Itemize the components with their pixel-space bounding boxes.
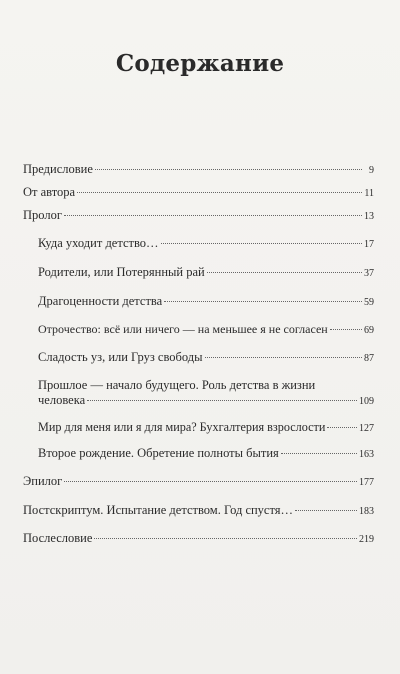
dot-leader (161, 243, 362, 244)
toc-entry-label: Второе рождение. Обретение полноты бытия (38, 446, 279, 460)
toc-entry-chapter-2 (38, 265, 374, 281)
dot-leader (207, 272, 362, 273)
dot-leader (330, 329, 362, 330)
toc-entry-page: 17 (364, 239, 374, 250)
toc-entry-chapter-3 (38, 294, 374, 310)
toc-entry-label: Предисловие (23, 162, 93, 176)
dot-leader (64, 481, 357, 482)
dot-leader (95, 169, 362, 170)
toc-entry-label-line2: человека (38, 393, 86, 407)
toc-entry-chapter-6 (38, 378, 374, 409)
toc-entry-label: Постскриптум. Испытание детством. Год спустя… (23, 503, 294, 517)
toc-entry-label: Мир для меня или я для мира? Бухгалтерия взрослости (38, 420, 326, 434)
toc-entry-label: Эпилог (23, 474, 63, 488)
toc-entry-page: 163 (359, 449, 374, 460)
page-title: Содержание (115, 50, 285, 77)
toc-entry-chapter-5 (38, 350, 374, 366)
toc-entry-preface (23, 162, 374, 178)
toc-entry-label: Пролог (23, 208, 62, 222)
toc-entry-label: Сладость уз, или Груз свободы (38, 350, 203, 364)
toc-entry-label: Родители, или Потерянный рай (38, 265, 205, 279)
toc-entry-page: 109 (359, 396, 374, 407)
dot-leader (64, 215, 362, 216)
dot-leader (327, 427, 357, 428)
toc-entry-page: 11 (364, 188, 374, 199)
toc-entry-page: 219 (359, 534, 374, 545)
dot-leader (164, 301, 362, 302)
dot-leader (205, 357, 362, 358)
toc-entry-epilogue (23, 474, 374, 490)
toc-entry-page: 127 (359, 423, 374, 434)
dot-leader (87, 400, 357, 401)
dot-leader (94, 538, 357, 539)
toc-entry-page: 13 (364, 211, 374, 222)
toc-entry-postscript (23, 503, 374, 519)
toc-entry-page: 37 (364, 268, 374, 279)
toc-entry-chapter-4 (38, 322, 374, 338)
toc-entry-from-author (23, 185, 374, 201)
toc-entry-page: 183 (359, 506, 374, 517)
toc-entry-page: 177 (359, 477, 374, 488)
dot-leader (77, 192, 362, 193)
toc-entry-label-line1: Прошлое — начало будущего. Роль детства в жизни (38, 378, 316, 392)
toc-entry-page: 87 (364, 353, 374, 364)
dot-leader (295, 510, 357, 511)
dot-leader (281, 453, 357, 454)
toc-entry-page: 69 (364, 325, 374, 336)
toc-entry-page: 59 (364, 297, 374, 308)
toc-entry-page: 9 (369, 165, 374, 176)
toc-entry-chapter-1 (38, 236, 374, 252)
toc-entry-label: От автора (23, 185, 76, 199)
toc-entry-chapter-7 (38, 420, 374, 436)
toc-entry-label: Драгоценности детства (38, 294, 163, 308)
toc-entry-label: Куда уходит детство… (38, 236, 159, 250)
toc-entry-chapter-8 (38, 446, 374, 462)
toc-entry-afterword (23, 531, 374, 547)
toc-entry-label: Послесловие (23, 531, 93, 545)
toc-entry-label: Отрочество: всё или ничего — на меньшее я не согласен (38, 322, 328, 336)
toc-entry-prologue (23, 208, 374, 224)
